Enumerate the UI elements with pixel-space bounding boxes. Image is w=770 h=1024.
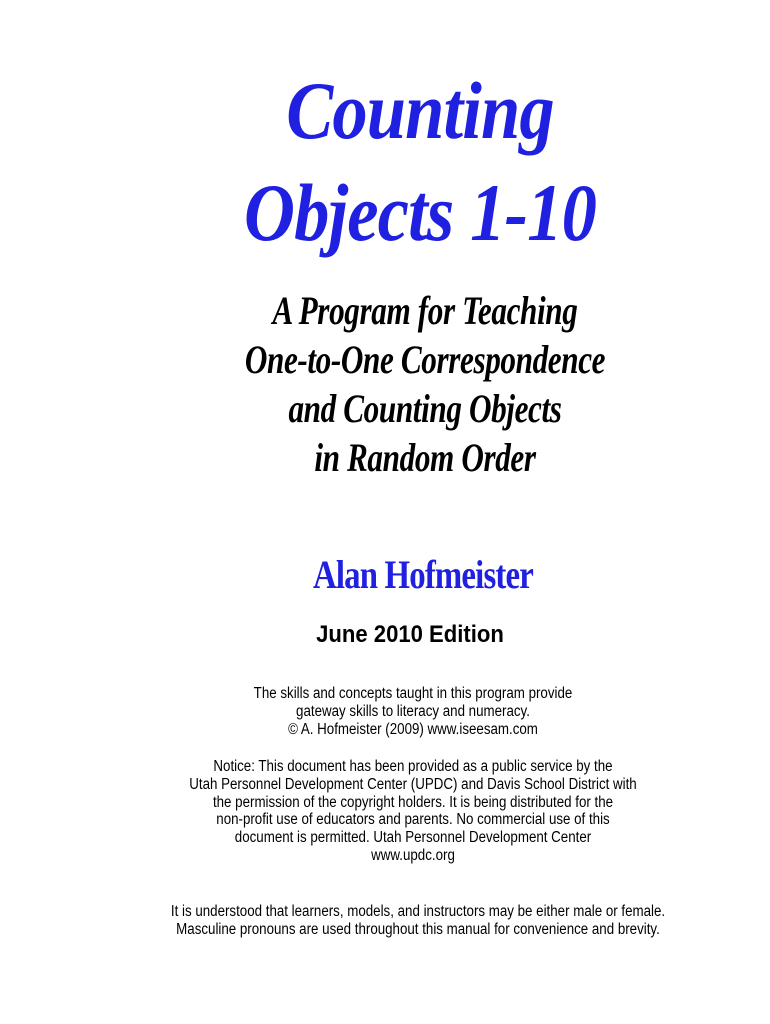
notice-line: non-profit use of educators and parents. No commercial use of this — [216, 811, 610, 829]
notice-line: document is permitted. Utah Personnel Development Center — [234, 829, 592, 847]
skills-paragraph — [82, 685, 744, 738]
notice-paragraph — [82, 758, 744, 865]
copyright-line: © A. Hofmeister (2009) www.iseesam.com — [288, 720, 538, 738]
notice-line: Notice: This document has been provided as a public service by the — [213, 758, 613, 775]
subtitle-line: and Counting Objects — [288, 386, 562, 431]
subtitle-line: One-to-One Correspondence — [244, 337, 606, 382]
skills-line: gateway skills to literacy and numeracy. — [296, 702, 530, 720]
subtitle — [125, 286, 726, 482]
subtitle-line: in Random Order — [314, 435, 536, 480]
edition-label: June 2010 Edition — [316, 621, 504, 648]
notice-url: www.updc.org — [371, 846, 455, 864]
title-line-2: Objects 1-10 — [243, 167, 596, 258]
gender-note-line: It is understood that learners, models, and instructors may be either male or female. — [170, 903, 666, 920]
gender-note-line: Masculine pronouns are used throughout this manual for convenience and brevity. — [176, 920, 660, 938]
notice-line: Utah Personnel Development Center (UPDC) and Davis School District with — [189, 775, 637, 793]
notice-line: the permission of the copyright holders. It is being distributed for the — [212, 793, 614, 811]
skills-line: The skills and concepts taught in this program provide — [253, 685, 573, 702]
subtitle-line: A Program for Teaching — [272, 288, 578, 333]
author-name: Alan Hofmeister — [313, 552, 533, 597]
gender-note-paragraph — [87, 903, 749, 939]
title-line-1: Counting — [286, 65, 554, 156]
